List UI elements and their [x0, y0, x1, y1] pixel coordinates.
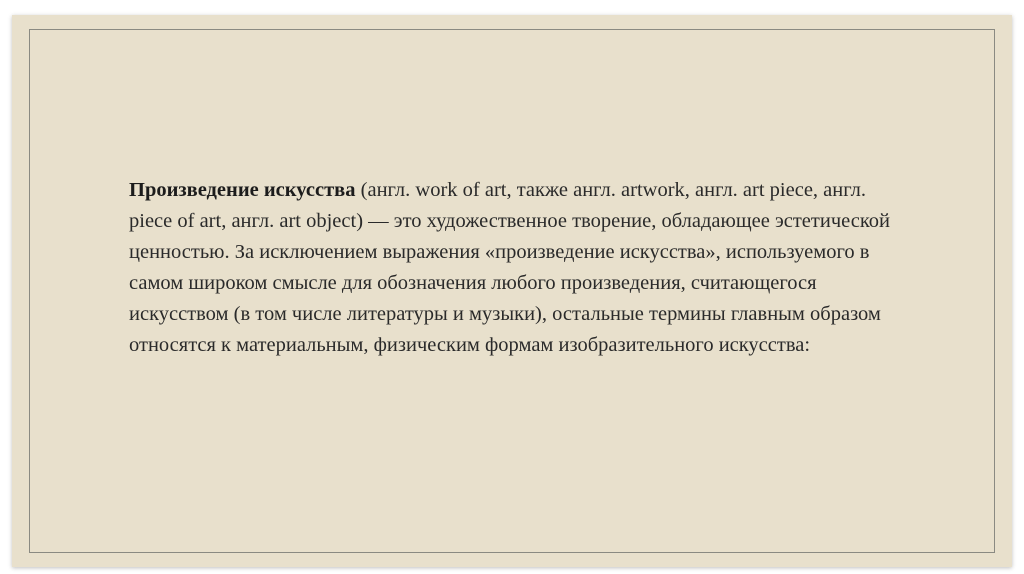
- definition-paragraph: [129, 175, 909, 361]
- term-heading: Произведение искусства: [129, 179, 356, 201]
- definition-text: (англ. work of art, также англ. artwork, англ. art piece, англ. piece of art, англ. art object) — это художественное творение, обладающее эстетической ценностью. За исключением выражения «произведение искусства», используемого в самом широком смысле для обозначения любого произведения, считающегося искусством (в том числе литературы и музыки), остальные термины главным образом относятся к материальным, физическим формам изобразительного искусства:: [129, 179, 890, 356]
- slide: [12, 15, 1012, 567]
